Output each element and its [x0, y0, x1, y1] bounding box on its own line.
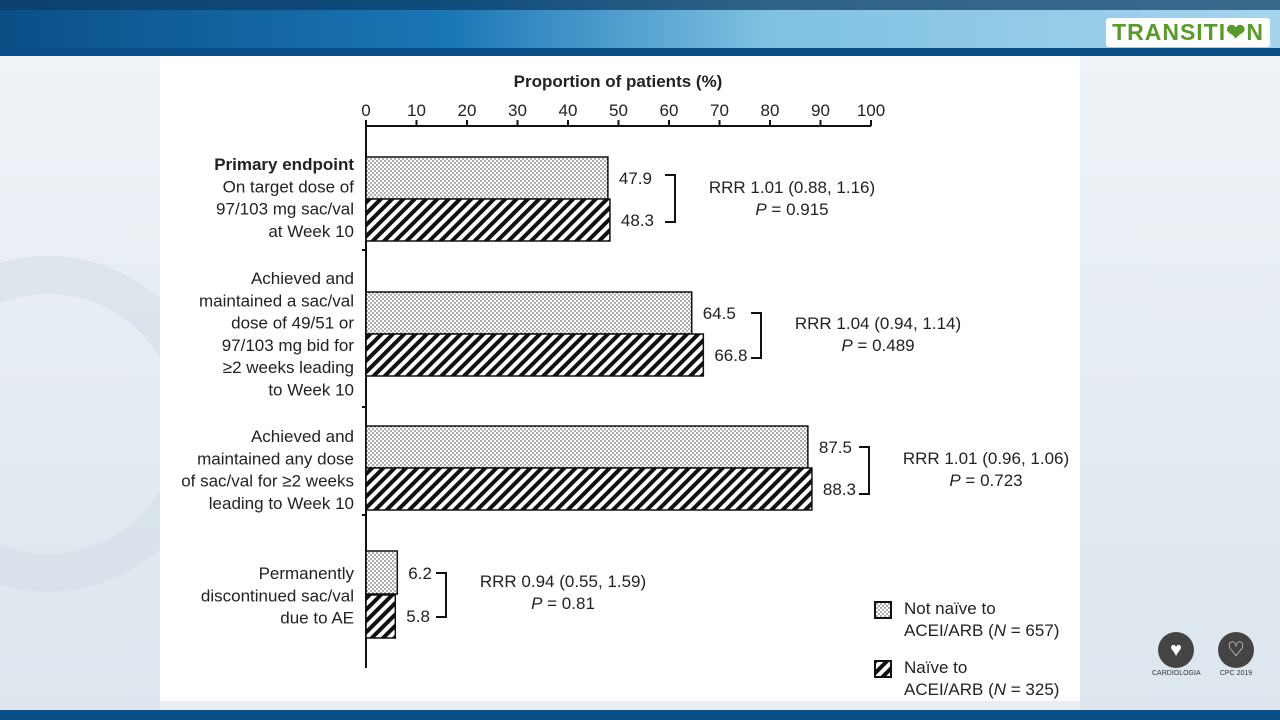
category-label: at Week 10	[268, 221, 354, 241]
cpc-logo-text: CPC 2019	[1219, 670, 1253, 677]
x-tick-label: 10	[407, 101, 426, 120]
p-value: = 0.81	[542, 594, 595, 613]
p-symbol: P	[531, 594, 543, 613]
transition-logo: TRANSITI❤N	[1106, 18, 1270, 47]
legend-swatch-hatch	[874, 660, 892, 678]
category-label: maintained any dose	[197, 449, 354, 469]
rrr-label: RRR 1.01 (0.96, 1.06)	[902, 449, 1070, 468]
category-label: Primary endpoint	[214, 155, 354, 174]
spc-logo-text: CARDIOLOGIA	[1152, 670, 1201, 677]
x-tick-label: 100	[856, 101, 886, 120]
bar-naive	[366, 468, 812, 510]
category-label: Achieved and	[250, 269, 354, 288]
x-tick-label: 80	[760, 101, 780, 120]
p-symbol: P	[841, 336, 853, 355]
x-tick-label: 70	[710, 101, 729, 120]
p-value: = 0.723	[960, 471, 1023, 490]
bracket	[665, 175, 675, 222]
legend-item-naive	[874, 657, 1074, 713]
bar-not-naive	[366, 157, 608, 199]
heart-outline-icon: ♡	[1218, 632, 1254, 668]
p-value: = 0.915	[766, 200, 829, 219]
data-label: 88.3	[822, 480, 857, 499]
data-label: 5.8	[406, 607, 430, 626]
p-value-label	[531, 594, 595, 613]
x-tick-label: 60	[659, 101, 679, 120]
p-symbol: P	[755, 200, 767, 219]
category-label: leading to Week 10	[208, 493, 354, 513]
bars	[366, 157, 856, 638]
bracket	[751, 313, 761, 358]
rrr-label: RRR 0.94 (0.55, 1.59)	[479, 572, 647, 591]
x-tick-label: 40	[558, 101, 578, 120]
legend-swatch-dots	[874, 601, 892, 619]
category-label: dose of 49/51 or	[231, 313, 354, 333]
legend	[874, 598, 1074, 713]
bar-naive	[366, 595, 395, 638]
legend-label-line2: ACEI/ARB (N = 325)	[904, 680, 1060, 699]
rrr-label: RRR 1.04 (0.94, 1.14)	[794, 314, 962, 333]
bar-not-naive	[366, 292, 692, 334]
p-symbol: P	[949, 471, 961, 490]
category-label: of sac/val for ≥2 weeks	[181, 471, 354, 491]
category-label: ≥2 weeks leading	[222, 358, 354, 378]
x-tick-label: 30	[508, 101, 527, 120]
p-value-label	[755, 200, 828, 219]
data-label: 87.5	[818, 438, 852, 457]
legend-label-line2: ACEI/ARB (N = 657)	[904, 621, 1060, 640]
x-tick-label: 0	[361, 101, 371, 120]
p-value: = 0.489	[852, 336, 915, 355]
category-label: On target dose of	[222, 177, 354, 197]
category-label: maintained a sac/val	[199, 291, 354, 311]
category-label: due to AE	[280, 608, 354, 628]
category-label: to Week 10	[268, 380, 354, 400]
chart-title: Proportion of patients (%)	[513, 72, 723, 91]
legend-label-line1: Naïve to	[904, 658, 968, 677]
x-tick-label: 20	[457, 101, 477, 120]
data-label: 6.2	[408, 564, 432, 583]
category-label: discontinued sac/val	[200, 586, 354, 606]
x-tick-label: 90	[811, 101, 830, 120]
bar-naive	[366, 334, 703, 376]
p-value-label	[841, 336, 914, 355]
x-tick-label: 50	[609, 101, 628, 120]
cpc-logo	[1212, 632, 1260, 677]
bar-not-naive	[366, 426, 808, 468]
legend-label-line1: Not naïve to	[904, 599, 996, 618]
bar-not-naive	[366, 551, 397, 594]
bracket	[436, 573, 446, 617]
data-label: 64.5	[702, 304, 736, 323]
legend-item-not-naive	[874, 598, 1074, 654]
data-label: 66.8	[714, 346, 748, 365]
bracket	[859, 447, 869, 494]
rrr-label: RRR 1.01 (0.88, 1.16)	[708, 178, 876, 197]
data-label: 48.3	[620, 211, 655, 230]
category-label: Permanently	[258, 564, 354, 583]
heart-icon: ♥	[1158, 632, 1194, 668]
p-value-label	[949, 471, 1022, 490]
category-label: 97/103 mg sac/val	[216, 199, 354, 219]
category-label: Achieved and	[250, 427, 354, 446]
data-label: 47.9	[618, 169, 652, 188]
spc-logo	[1152, 632, 1200, 677]
category-labels	[181, 155, 354, 628]
bar-naive	[366, 199, 610, 241]
category-label: 97/103 mg bid for	[221, 335, 354, 355]
